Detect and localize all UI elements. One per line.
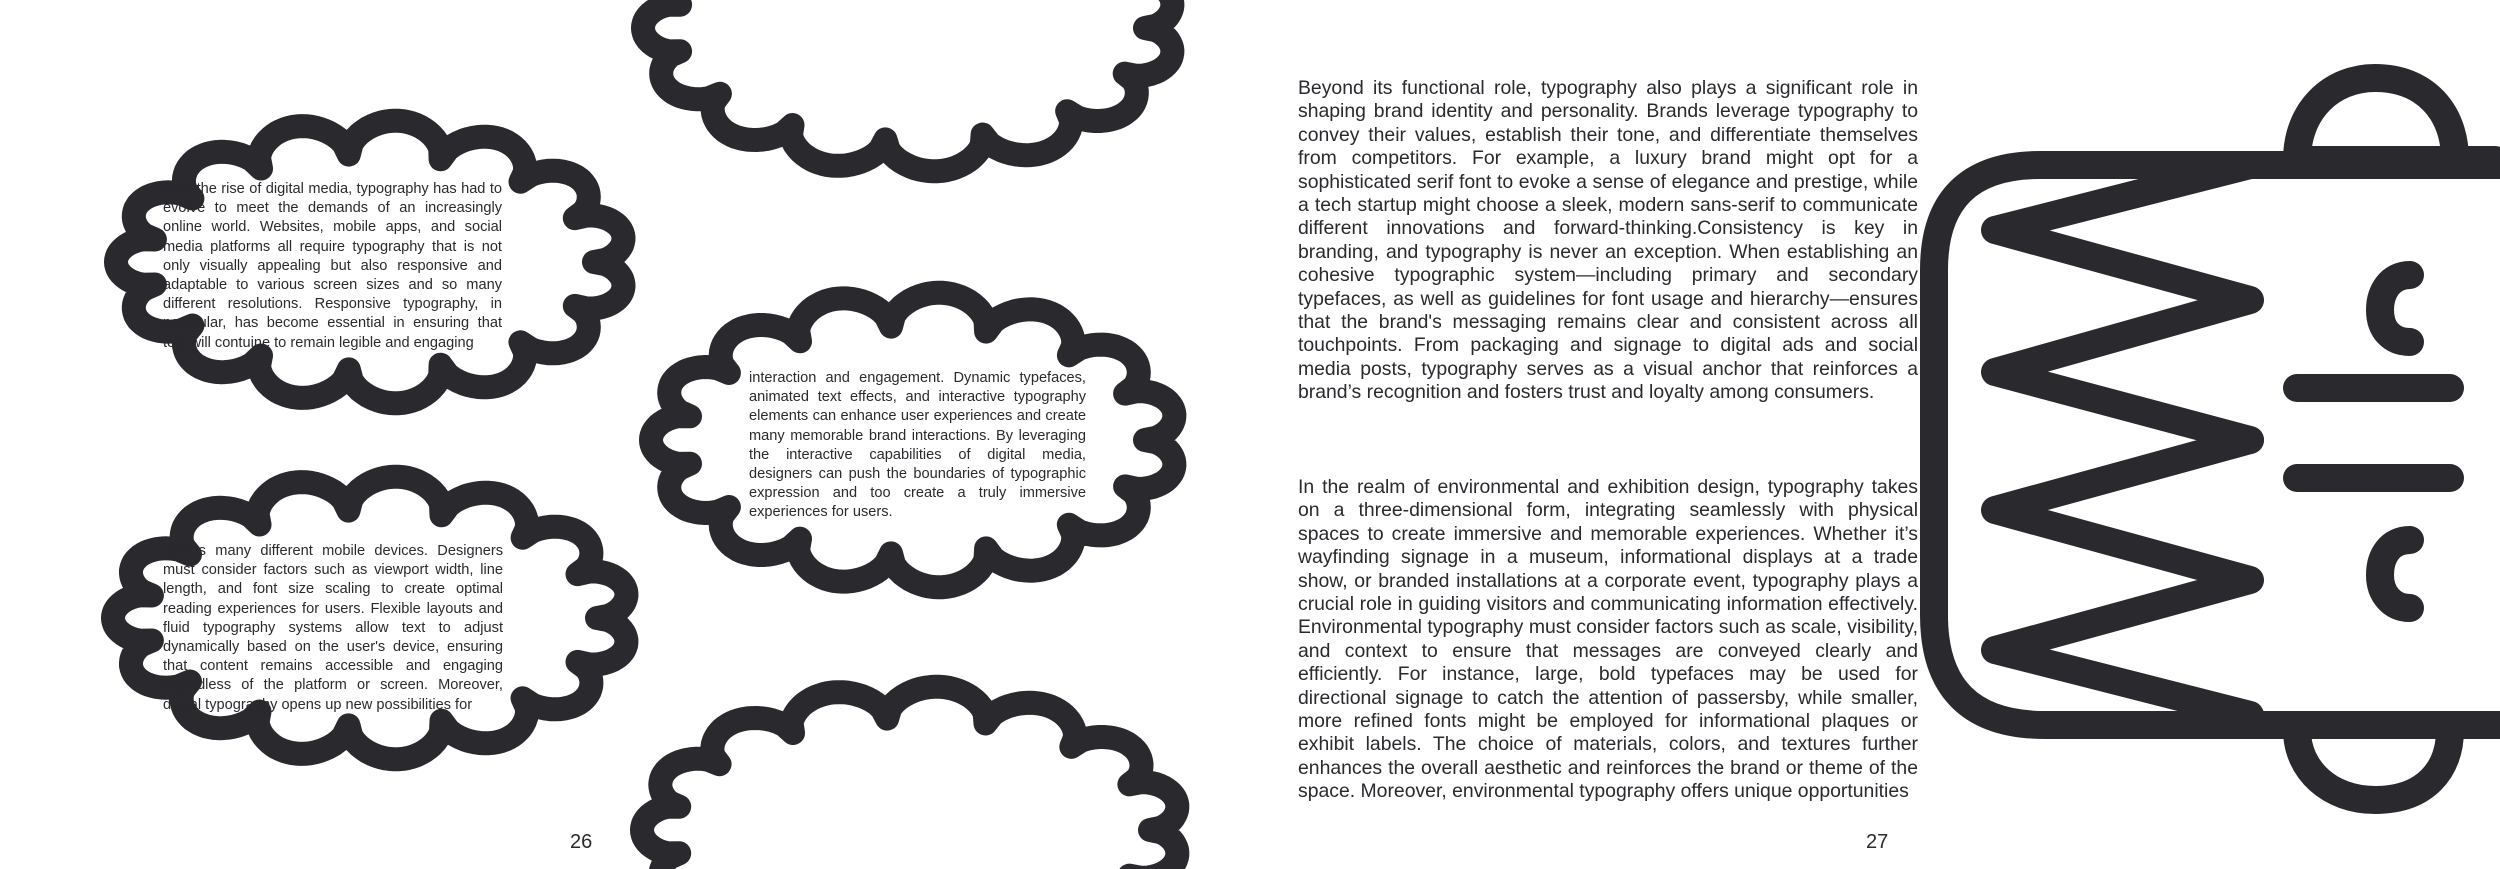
cloud-bottom-outline xyxy=(642,687,1177,869)
letter-e-top-inner xyxy=(2380,275,2410,342)
page-number-left: 26 xyxy=(570,831,593,853)
cloud-top-outline xyxy=(643,0,1172,171)
body-paragraph-1: Beyond its functional role, typography also plays a significant role in shaping brand identity and personality. Brands leverage typography to convey their values, establish their tone, and differentiate themselves from competitors. For example, a luxury brand might opt for a sophisticated serif font to evoke a sense of elegance and prestige, while a tech startup might choose a sleek, modern sans-serif to communicate different innovations and forward-thinking.Consistency is key in branding, and typography is never an exception. When establishing an cohesive typographic system—including primary and secondary typefaces, as well as guidelines for font usage and hierarchy—ensures that the brand's messaging remains clear and consistent across all touchpoints. From packaging and signage to digital ads and social media posts, typography serves as a visual anchor that reinforces a brand’s recognition and fosters trust and loyalty among consumers. xyxy=(1298,77,1918,404)
right-page xyxy=(1250,0,2500,869)
letter-w-outline xyxy=(1995,440,2250,715)
cloud-1-text: With the rise of digital media, typography has had to evolve to meet the demands of an increasingly online world. Websites, mobile apps, and social media platforms all require typography that is not only visually appealing but also responsive and adaptable to various screen sizes and so many different resolutions. Responsive typography, in particular, has become essential in ensuring that text will contuine to remain legible and engaging xyxy=(163,181,502,351)
letter-e-bottom-bar xyxy=(2297,730,2450,800)
letter-e-bottom-inner xyxy=(2380,540,2410,608)
cloud-2-text: across many different mobile devices. Designers must consider factors such as viewport width, line length, and font size scaling to create optimal reading experiences for users. Flexible layouts and fluid typography systems allow text to adjust dynamically based on the user's device, ensuring that content remains accessible and engaging regardless of the platform or screen. Moreover, digital typography opens up new possibilities for xyxy=(163,543,503,713)
letter-e-top-outline xyxy=(2297,78,2495,160)
body-paragraph-2: In the realm of environmental and exhibition design, typography takes on a three-dimensional form, integrating seamlessly with physical spaces to create immersive and memorable experiences. Whether it’s wayfinding signage in a museum, informational displays at a trade show, or branded installations at a corporate event, typography plays a crucial role in guiding visitors and communicating information effectively. Environmental typography must consider factors such as scale, visibility, and context to ensure that messages are conveyed clearly and efficiently. For instance, large, bold typefaces may be used for directional signage to catch the attention of passersby, while smaller, more refined fonts might be employed for informational plaques or exhibit labels. The choice of materials, colors, and textures further enhances the overall aesthetic and reinforces the brand or theme of the space. Moreover, environmental typography offers unique opportunities xyxy=(1298,476,1918,803)
letter-m-outline xyxy=(1995,165,2250,440)
meme-lettering-graphic xyxy=(1250,0,2500,869)
page-number-right: 27 xyxy=(1866,831,1889,853)
cloud-3-text: interaction and engagement. Dynamic typefaces, animated text effects, and interactive typography elements can enhance user experiences and create many memorable brand interactions. By leveraging the interactive capabilities of digital media, designers can push the boundaries of typographic expression and too create a truly immersive experiences for users. xyxy=(749,370,1086,521)
